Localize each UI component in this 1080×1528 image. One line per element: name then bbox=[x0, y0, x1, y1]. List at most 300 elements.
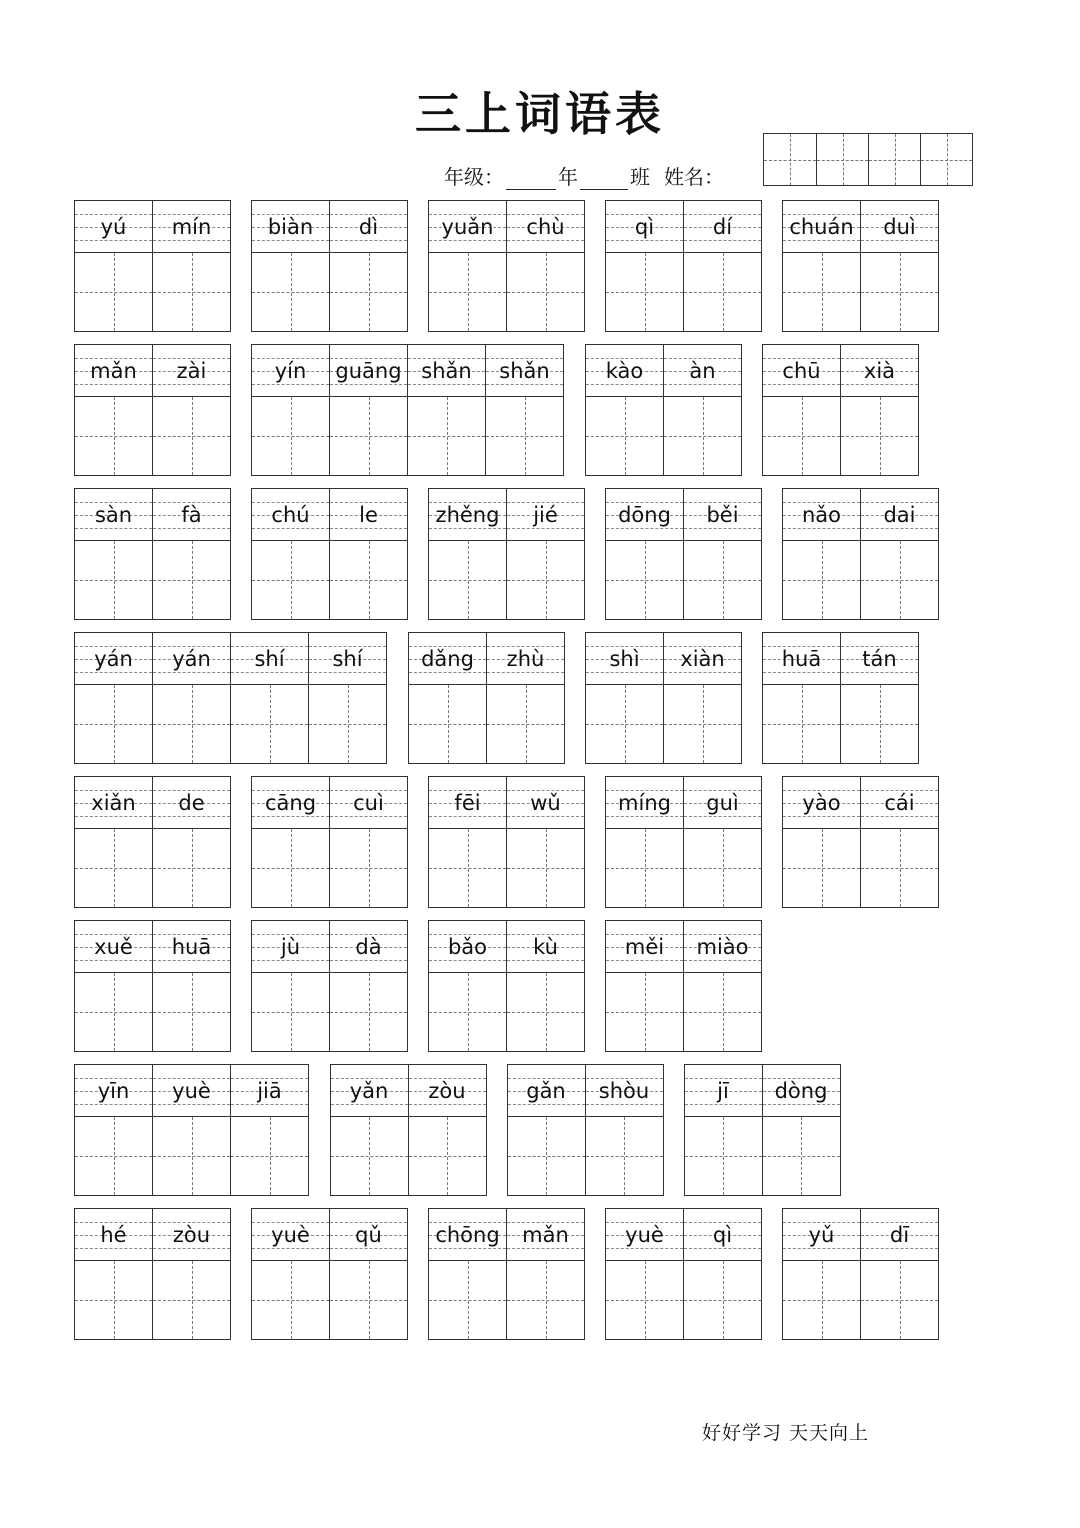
character-column bbox=[586, 345, 663, 475]
character-writing-cell[interactable] bbox=[861, 829, 938, 907]
character-writing-cell[interactable] bbox=[231, 1117, 308, 1195]
pinyin-text: qì bbox=[712, 1222, 733, 1247]
character-column bbox=[252, 1209, 329, 1339]
character-column bbox=[329, 921, 407, 1051]
pinyin-cell bbox=[330, 777, 407, 829]
character-column bbox=[75, 777, 152, 907]
character-column bbox=[407, 345, 485, 475]
character-writing-cell[interactable] bbox=[330, 541, 407, 619]
pinyin-cell bbox=[507, 1209, 584, 1261]
character-writing-cell[interactable] bbox=[75, 1117, 152, 1195]
word-box bbox=[330, 1064, 487, 1196]
pinyin-cell bbox=[252, 201, 329, 253]
pinyin-cell bbox=[252, 777, 329, 829]
character-column bbox=[152, 201, 230, 331]
character-column bbox=[329, 1209, 407, 1339]
pinyin-text: zòu bbox=[428, 1078, 466, 1103]
pinyin-text: xiàn bbox=[680, 646, 725, 671]
pinyin-text: cāng bbox=[264, 790, 317, 815]
character-writing-cell[interactable] bbox=[684, 1261, 761, 1339]
word-box bbox=[251, 920, 408, 1052]
word-box bbox=[251, 1208, 408, 1340]
character-writing-cell[interactable] bbox=[75, 541, 152, 619]
pinyin-text: gǎn bbox=[526, 1078, 566, 1103]
pinyin-cell bbox=[153, 489, 230, 541]
character-column bbox=[329, 777, 407, 907]
pinyin-cell bbox=[252, 921, 329, 973]
pinyin-cell bbox=[75, 345, 152, 397]
character-column bbox=[508, 1065, 585, 1195]
character-writing-cell[interactable] bbox=[153, 541, 230, 619]
pinyin-text: chù bbox=[526, 214, 565, 239]
character-writing-cell[interactable] bbox=[508, 1117, 585, 1195]
character-writing-cell[interactable] bbox=[429, 253, 506, 331]
character-writing-cell[interactable] bbox=[330, 973, 407, 1051]
character-column bbox=[152, 1065, 230, 1195]
character-column bbox=[683, 201, 761, 331]
pinyin-cell bbox=[330, 921, 407, 973]
pinyin-text: hé bbox=[100, 1222, 127, 1247]
word-box bbox=[605, 920, 762, 1052]
character-writing-cell[interactable] bbox=[75, 253, 152, 331]
character-writing-cell[interactable] bbox=[606, 973, 683, 1051]
pinyin-text: huā bbox=[171, 934, 212, 959]
pinyin-text: běi bbox=[706, 502, 739, 527]
pinyin-cell bbox=[153, 1065, 230, 1117]
character-column bbox=[783, 201, 860, 331]
word-box bbox=[74, 344, 231, 476]
pinyin-cell bbox=[861, 489, 938, 541]
pinyin-text: mǎn bbox=[522, 1222, 569, 1247]
pinyin-cell bbox=[861, 1209, 938, 1261]
character-column bbox=[329, 201, 407, 331]
pinyin-text: guì bbox=[706, 790, 739, 815]
pinyin-cell bbox=[75, 201, 152, 253]
pinyin-cell bbox=[841, 345, 918, 397]
pinyin-text: qǔ bbox=[355, 1222, 382, 1247]
character-writing-cell[interactable] bbox=[841, 685, 918, 763]
pinyin-text: yín bbox=[274, 358, 307, 383]
name-boxes[interactable] bbox=[763, 133, 973, 186]
character-writing-cell[interactable] bbox=[309, 685, 386, 763]
pinyin-cell bbox=[231, 1065, 308, 1117]
pinyin-cell bbox=[252, 489, 329, 541]
character-column bbox=[152, 1209, 230, 1339]
pinyin-text: shí bbox=[254, 646, 285, 671]
pinyin-cell bbox=[487, 633, 564, 685]
character-writing-cell[interactable] bbox=[606, 829, 683, 907]
pinyin-text: shòu bbox=[598, 1078, 650, 1103]
character-writing-cell[interactable] bbox=[684, 541, 761, 619]
character-column bbox=[683, 1209, 761, 1339]
character-column bbox=[586, 633, 663, 763]
character-writing-cell[interactable] bbox=[75, 1261, 152, 1339]
pinyin-text: jiā bbox=[257, 1078, 282, 1103]
pinyin-text: yīn bbox=[97, 1078, 130, 1103]
pinyin-text: xiǎn bbox=[91, 790, 136, 815]
pinyin-cell bbox=[330, 1209, 407, 1261]
character-column bbox=[683, 489, 761, 619]
pinyin-cell bbox=[841, 633, 918, 685]
character-writing-cell[interactable] bbox=[586, 397, 663, 475]
character-column bbox=[606, 921, 683, 1051]
word-box bbox=[605, 488, 762, 620]
character-column bbox=[763, 345, 840, 475]
character-writing-cell[interactable] bbox=[685, 1117, 762, 1195]
word-box bbox=[782, 1208, 939, 1340]
character-column bbox=[152, 633, 230, 763]
character-writing-cell[interactable] bbox=[252, 541, 329, 619]
character-writing-cell[interactable] bbox=[507, 541, 584, 619]
pinyin-cell bbox=[783, 201, 860, 253]
class-blank[interactable] bbox=[580, 167, 628, 190]
pinyin-cell bbox=[486, 345, 563, 397]
character-column bbox=[840, 633, 918, 763]
character-writing-cell[interactable] bbox=[252, 397, 329, 475]
footer-motto: 好好学习 天天向上 bbox=[702, 1422, 870, 1444]
pinyin-cell bbox=[606, 921, 683, 973]
character-column bbox=[252, 777, 329, 907]
character-writing-cell[interactable] bbox=[409, 685, 486, 763]
character-column bbox=[152, 489, 230, 619]
word-box bbox=[762, 344, 919, 476]
pinyin-text: tán bbox=[862, 646, 897, 671]
pinyin-text: wǔ bbox=[530, 790, 561, 815]
pinyin-cell bbox=[75, 921, 152, 973]
pinyin-text: jié bbox=[533, 502, 558, 527]
character-writing-cell[interactable] bbox=[783, 541, 860, 619]
character-writing-cell[interactable] bbox=[664, 397, 741, 475]
word-box bbox=[782, 200, 939, 332]
character-column bbox=[329, 345, 407, 475]
pinyin-cell bbox=[763, 345, 840, 397]
pinyin-cell bbox=[153, 345, 230, 397]
character-writing-cell[interactable] bbox=[429, 973, 506, 1051]
character-column bbox=[429, 1209, 506, 1339]
character-column bbox=[506, 1209, 584, 1339]
pinyin-text: mǎn bbox=[90, 358, 137, 383]
pinyin-cell bbox=[507, 489, 584, 541]
character-column bbox=[152, 345, 230, 475]
pinyin-text: dà bbox=[355, 934, 382, 959]
pinyin-text: zòu bbox=[172, 1222, 211, 1247]
character-writing-cell[interactable] bbox=[75, 685, 152, 763]
pinyin-cell bbox=[153, 921, 230, 973]
pinyin-text: dai bbox=[883, 502, 916, 527]
character-writing-cell[interactable] bbox=[153, 973, 230, 1051]
character-writing-cell[interactable] bbox=[861, 1261, 938, 1339]
character-column bbox=[840, 345, 918, 475]
pinyin-text: zhěng bbox=[435, 502, 500, 527]
word-box bbox=[782, 488, 939, 620]
character-writing-cell[interactable] bbox=[586, 685, 663, 763]
pinyin-text: qì bbox=[634, 214, 655, 239]
pinyin-text: jù bbox=[280, 934, 301, 959]
character-writing-cell[interactable] bbox=[507, 253, 584, 331]
pinyin-text: yuè bbox=[172, 1078, 211, 1103]
class-label: 班 bbox=[630, 165, 650, 189]
pinyin-cell bbox=[664, 633, 741, 685]
character-writing-cell[interactable] bbox=[606, 541, 683, 619]
pinyin-text: yǔ bbox=[808, 1222, 835, 1247]
character-column bbox=[152, 921, 230, 1051]
pinyin-cell bbox=[507, 201, 584, 253]
pinyin-cell bbox=[409, 1065, 486, 1117]
word-box bbox=[684, 1064, 841, 1196]
pinyin-cell bbox=[153, 633, 230, 685]
word-box bbox=[428, 776, 585, 908]
pinyin-text: yán bbox=[94, 646, 133, 671]
word-box bbox=[762, 632, 919, 764]
pinyin-cell bbox=[153, 1209, 230, 1261]
pinyin-cell bbox=[75, 633, 152, 685]
word-box bbox=[428, 1208, 585, 1340]
pinyin-cell bbox=[153, 777, 230, 829]
character-column bbox=[585, 1065, 663, 1195]
word-box bbox=[428, 200, 585, 332]
character-writing-cell[interactable] bbox=[153, 829, 230, 907]
character-writing-cell[interactable] bbox=[487, 685, 564, 763]
character-writing-cell[interactable] bbox=[783, 253, 860, 331]
word-box bbox=[74, 632, 387, 764]
pinyin-cell bbox=[684, 489, 761, 541]
pinyin-text: xuě bbox=[94, 934, 133, 959]
character-writing-cell[interactable] bbox=[684, 973, 761, 1051]
pinyin-cell bbox=[75, 489, 152, 541]
character-column bbox=[783, 777, 860, 907]
character-column bbox=[506, 777, 584, 907]
character-column bbox=[252, 201, 329, 331]
character-writing-cell[interactable] bbox=[606, 1261, 683, 1339]
word-box bbox=[74, 200, 231, 332]
character-writing-cell[interactable] bbox=[684, 253, 761, 331]
character-writing-cell[interactable] bbox=[507, 829, 584, 907]
character-writing-cell[interactable] bbox=[75, 973, 152, 1051]
pinyin-text: de bbox=[178, 790, 205, 815]
character-writing-cell[interactable] bbox=[330, 397, 407, 475]
character-writing-cell[interactable] bbox=[153, 1261, 230, 1339]
character-writing-cell[interactable] bbox=[330, 253, 407, 331]
pinyin-cell bbox=[75, 777, 152, 829]
pinyin-cell bbox=[783, 777, 860, 829]
character-writing-cell[interactable] bbox=[861, 253, 938, 331]
word-box bbox=[507, 1064, 664, 1196]
pinyin-cell bbox=[606, 201, 683, 253]
character-column bbox=[860, 489, 938, 619]
character-column bbox=[606, 201, 683, 331]
character-writing-cell[interactable] bbox=[75, 829, 152, 907]
pinyin-text: mín bbox=[171, 214, 212, 239]
character-column bbox=[683, 921, 761, 1051]
pinyin-text: yán bbox=[172, 646, 211, 671]
pinyin-text: chōng bbox=[435, 1222, 500, 1247]
pinyin-text: chū bbox=[782, 358, 821, 383]
pinyin-cell bbox=[664, 345, 741, 397]
character-writing-cell[interactable] bbox=[330, 829, 407, 907]
pinyin-cell bbox=[606, 489, 683, 541]
character-column bbox=[606, 777, 683, 907]
character-writing-cell[interactable] bbox=[153, 685, 230, 763]
character-column bbox=[783, 489, 860, 619]
character-column bbox=[329, 489, 407, 619]
pinyin-text: dì bbox=[358, 214, 379, 239]
character-writing-cell[interactable] bbox=[763, 1117, 840, 1195]
pinyin-cell bbox=[586, 633, 663, 685]
character-column bbox=[75, 921, 152, 1051]
pinyin-cell bbox=[861, 777, 938, 829]
character-writing-cell[interactable] bbox=[763, 397, 840, 475]
character-writing-cell[interactable] bbox=[231, 685, 308, 763]
character-column bbox=[308, 633, 386, 763]
character-column bbox=[429, 201, 506, 331]
character-writing-cell[interactable] bbox=[783, 1261, 860, 1339]
word-box bbox=[605, 1208, 762, 1340]
word-box bbox=[782, 776, 939, 908]
pinyin-text: yuè bbox=[625, 1222, 664, 1247]
pinyin-cell bbox=[507, 777, 584, 829]
character-writing-cell[interactable] bbox=[841, 397, 918, 475]
pinyin-text: yào bbox=[802, 790, 841, 815]
pinyin-cell bbox=[586, 1065, 663, 1117]
pinyin-text: dǎng bbox=[421, 646, 474, 671]
pinyin-text: cuì bbox=[353, 790, 384, 815]
pinyin-cell bbox=[606, 1209, 683, 1261]
character-column bbox=[663, 345, 741, 475]
character-writing-cell[interactable] bbox=[429, 541, 506, 619]
character-writing-cell[interactable] bbox=[507, 1261, 584, 1339]
character-writing-cell[interactable] bbox=[252, 829, 329, 907]
character-writing-cell[interactable] bbox=[153, 1117, 230, 1195]
word-box bbox=[428, 920, 585, 1052]
pinyin-cell bbox=[783, 1209, 860, 1261]
word-box bbox=[585, 632, 742, 764]
year-label: 年 bbox=[558, 165, 578, 189]
name-label: 姓名： bbox=[664, 165, 724, 189]
character-column bbox=[230, 1065, 308, 1195]
pinyin-cell bbox=[309, 633, 386, 685]
pinyin-text: míng bbox=[618, 790, 671, 815]
pinyin-cell bbox=[408, 345, 485, 397]
character-writing-cell[interactable] bbox=[252, 973, 329, 1051]
character-writing-cell[interactable] bbox=[409, 1117, 486, 1195]
grade-label: 年级： bbox=[444, 165, 504, 189]
name-box[interactable] bbox=[764, 134, 816, 185]
pinyin-text: chú bbox=[271, 502, 310, 527]
pinyin-text: huā bbox=[781, 646, 822, 671]
pinyin-text: fà bbox=[181, 502, 202, 527]
character-writing-cell[interactable] bbox=[252, 253, 329, 331]
character-writing-cell[interactable] bbox=[153, 253, 230, 331]
character-column bbox=[860, 777, 938, 907]
character-writing-cell[interactable] bbox=[429, 829, 506, 907]
character-writing-cell[interactable] bbox=[783, 829, 860, 907]
character-column bbox=[860, 201, 938, 331]
pinyin-text: fēi bbox=[454, 790, 481, 815]
character-column bbox=[75, 345, 152, 475]
character-writing-cell[interactable] bbox=[429, 1261, 506, 1339]
character-writing-cell[interactable] bbox=[408, 397, 485, 475]
pinyin-text: shǎn bbox=[421, 358, 472, 383]
word-box bbox=[585, 344, 742, 476]
character-writing-cell[interactable] bbox=[331, 1117, 408, 1195]
word-box bbox=[74, 1208, 231, 1340]
character-writing-cell[interactable] bbox=[664, 685, 741, 763]
word-box bbox=[74, 920, 231, 1052]
character-column bbox=[252, 921, 329, 1051]
pinyin-text: dōng bbox=[618, 502, 671, 527]
pinyin-cell bbox=[508, 1065, 585, 1117]
name-box[interactable] bbox=[920, 134, 972, 185]
name-box[interactable] bbox=[816, 134, 868, 185]
pinyin-text: dí bbox=[712, 214, 733, 239]
pinyin-text: miào bbox=[696, 934, 749, 959]
pinyin-text: zhù bbox=[506, 646, 545, 671]
character-writing-cell[interactable] bbox=[861, 541, 938, 619]
character-writing-cell[interactable] bbox=[606, 253, 683, 331]
character-writing-cell[interactable] bbox=[486, 397, 563, 475]
pinyin-text: guāng bbox=[335, 358, 402, 383]
character-writing-cell[interactable] bbox=[153, 397, 230, 475]
character-column bbox=[75, 201, 152, 331]
pinyin-text: shí bbox=[332, 646, 363, 671]
pinyin-text: le bbox=[359, 502, 378, 527]
word-box bbox=[251, 344, 564, 476]
pinyin-cell bbox=[684, 921, 761, 973]
character-writing-cell[interactable] bbox=[507, 973, 584, 1051]
pinyin-cell bbox=[331, 1065, 408, 1117]
pinyin-text: zài bbox=[176, 358, 207, 383]
pinyin-cell bbox=[252, 1209, 329, 1261]
character-writing-cell[interactable] bbox=[75, 397, 152, 475]
character-column bbox=[606, 1209, 683, 1339]
pinyin-cell bbox=[783, 489, 860, 541]
character-column bbox=[485, 345, 563, 475]
character-writing-cell[interactable] bbox=[763, 685, 840, 763]
grade-blank[interactable] bbox=[506, 167, 556, 190]
pinyin-text: shǎn bbox=[499, 358, 550, 383]
character-column bbox=[429, 777, 506, 907]
pinyin-text: yuǎn bbox=[441, 214, 494, 239]
character-writing-cell[interactable] bbox=[330, 1261, 407, 1339]
pinyin-text: yǎn bbox=[349, 1078, 389, 1103]
word-box bbox=[428, 488, 585, 620]
character-column bbox=[763, 633, 840, 763]
character-column bbox=[685, 1065, 762, 1195]
name-box[interactable] bbox=[868, 134, 920, 185]
pinyin-text: jī bbox=[717, 1078, 729, 1103]
character-column bbox=[762, 1065, 840, 1195]
word-box bbox=[74, 776, 231, 908]
character-column bbox=[252, 345, 329, 475]
pinyin-text: àn bbox=[689, 358, 716, 383]
pinyin-text: kào bbox=[605, 358, 644, 383]
pinyin-cell bbox=[330, 345, 407, 397]
character-writing-cell[interactable] bbox=[586, 1117, 663, 1195]
character-column bbox=[663, 633, 741, 763]
pinyin-cell bbox=[330, 489, 407, 541]
pinyin-cell bbox=[429, 1209, 506, 1261]
pinyin-text: xià bbox=[863, 358, 896, 383]
pinyin-text: yú bbox=[100, 214, 127, 239]
pinyin-cell bbox=[429, 489, 506, 541]
character-writing-cell[interactable] bbox=[252, 1261, 329, 1339]
character-column bbox=[75, 1209, 152, 1339]
pinyin-text: shì bbox=[609, 646, 640, 671]
pinyin-cell bbox=[330, 201, 407, 253]
character-column bbox=[408, 1065, 486, 1195]
character-writing-cell[interactable] bbox=[684, 829, 761, 907]
character-column bbox=[606, 489, 683, 619]
